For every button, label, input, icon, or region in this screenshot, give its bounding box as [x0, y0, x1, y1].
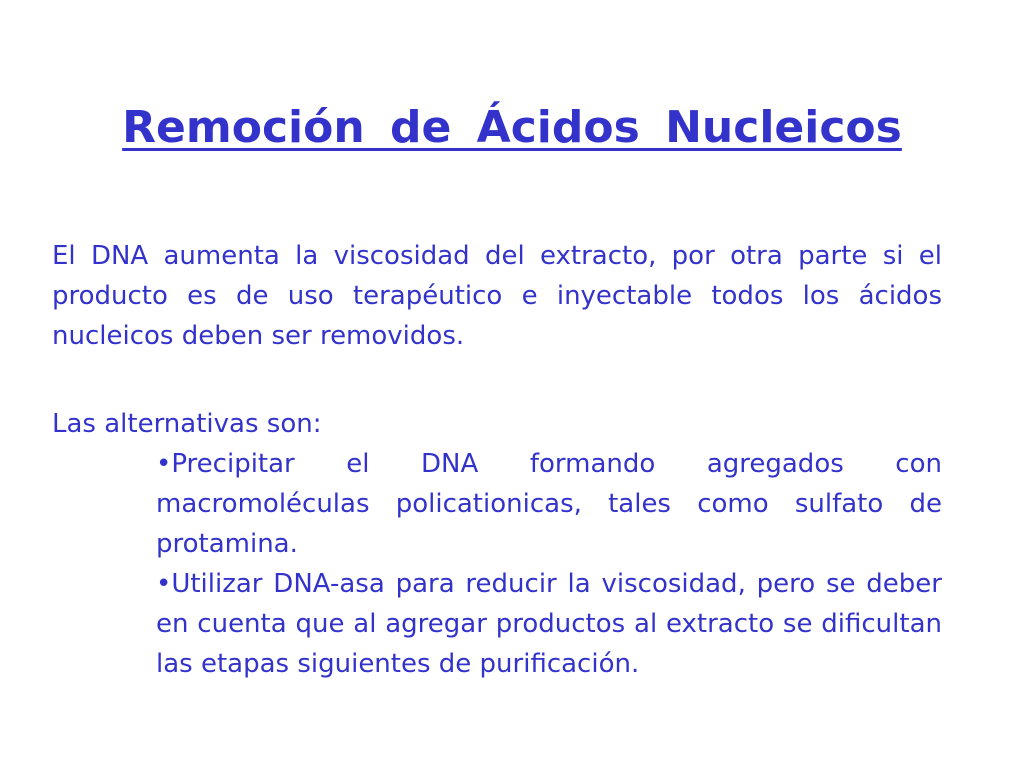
- slide-title: Remoción de Ácidos Nucleicos: [122, 102, 902, 153]
- intro-paragraph: El DNA aumenta la viscosidad del extracto, por otra parte si el producto es de uso terapéutico e inyectable todos los ácidos nucleicos deben ser removidos.: [52, 241, 942, 351]
- bullet-item-dnase: •Utilizar DNA-asa para reducir la viscosidad, pero se deber en cuenta que al agregar productos al extracto se dificultan las etapas siguientes de purificación.: [156, 569, 942, 679]
- alternatives-heading: Las alternativas son:: [52, 409, 322, 439]
- bullet-item-precipitate: •Precipitar el DNA formando agregados con macromoléculas policationicas, tales como sulfato de protamina.: [156, 449, 942, 559]
